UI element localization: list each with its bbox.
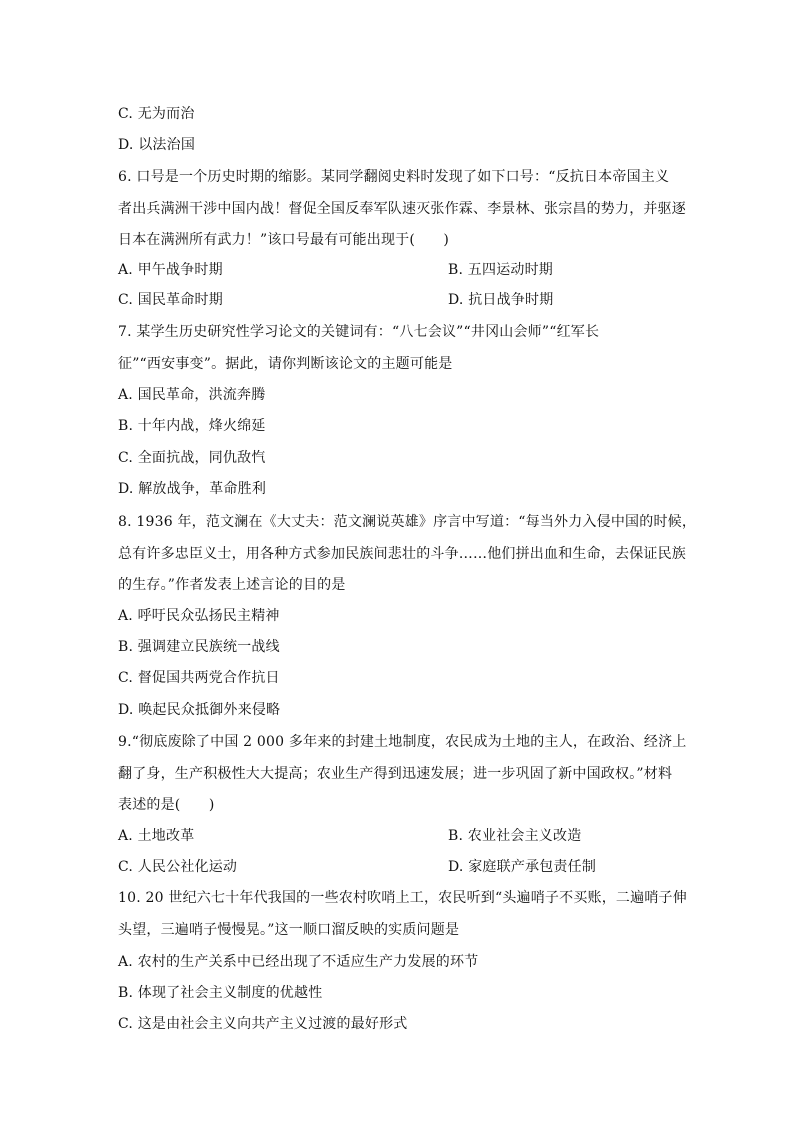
q6-option-c: C. 国民革命时期 [118, 292, 223, 308]
q6-option-b: B. 五四运动时期 [448, 262, 553, 278]
q10-stem-line-2: 头望，三遍哨子慢慢晃。”这一顺口溜反映的实质问题是 [118, 922, 460, 938]
q7-option-d: D. 解放战争，革命胜利 [118, 481, 267, 497]
q6-stem-line-2: 者出兵满洲干涉中国内战！督促全国反奉军队速灭张作霖、李景林、张宗昌的势力，并驱逐 [118, 201, 686, 217]
q8-option-a: A. 呼吁民众弘扬民主精神 [118, 608, 280, 624]
q8-option-c: C. 督促国共两党合作抗日 [118, 670, 280, 686]
q10-option-c: C. 这是由社会主义向共产主义过渡的最好形式 [118, 1016, 408, 1032]
q9-option-a: A. 土地改革 [118, 828, 195, 844]
q6-option-a: A. 甲午战争时期 [118, 262, 223, 278]
q8-option-b: B. 强调建立民族统一战线 [118, 639, 280, 655]
q7-option-b: B. 十年内战，烽火绵延 [118, 418, 266, 434]
q5-option-c: C. 无为而治 [118, 106, 195, 122]
q9-stem-line-2: 翻了身，生产积极性大大提高；农业生产得到迅速发展；进一步巩固了新中国政权。”材料 [118, 766, 673, 782]
q8-stem-line-1: 8. 1936 年，范文澜在《大丈夫：范文澜说英雄》序言中写道：“每当外力入侵中国的时候， [118, 514, 697, 530]
q9-option-c: C. 人民公社化运动 [118, 859, 238, 875]
q6-stem-line-1: 6. 口号是一个历史时期的缩影。某同学翻阅史料时发现了如下口号：“反抗日本帝国主义 [118, 169, 670, 185]
q8-option-d: D. 唤起民众抵御外来侵略 [118, 702, 281, 718]
q7-option-c: C. 全面抗战，同仇敌忾 [118, 450, 266, 466]
q6-stem-line-3: 日本在满洲所有武力！”该口号最有可能出现于( ) [118, 232, 450, 248]
q10-option-a: A. 农村的生产关系中已经出现了不适应生产力发展的环节 [118, 954, 479, 970]
q7-stem-line-2: 征”“西安事变”。据此，请你判断该论文的主题可能是 [118, 356, 453, 372]
q5-option-d: D. 以法治国 [118, 137, 196, 153]
q9-option-b: B. 农业社会主义改造 [448, 828, 582, 844]
q9-stem-line-3: 表述的是( ) [118, 797, 215, 813]
q10-stem-line-1: 10. 20 世纪六七十年代我国的一些农村吹哨上工，农民听到“头遍哨子不买账，二遍哨子伸 [118, 890, 687, 906]
q9-stem-line-1: 9.“彻底废除了中国 2 000 多年来的封建土地制度，农民成为土地的主人，在政治、经济上 [118, 734, 687, 750]
q6-option-d: D. 抗日战争时期 [448, 292, 554, 308]
q7-stem-line-1: 7. 某学生历史研究性学习论文的关键词有：“八七会议”“井冈山会师”“红军长 [118, 324, 600, 340]
q7-option-a: A. 国民革命，洪流奔腾 [118, 387, 266, 403]
q9-option-d: D. 家庭联产承包责任制 [448, 859, 597, 875]
q10-option-b: B. 体现了社会主义制度的优越性 [118, 985, 323, 1001]
q8-stem-line-3: 的生存。”作者发表上述言论的目的是 [118, 577, 346, 593]
q8-stem-line-2: 总有许多忠臣义士，用各种方式参加民族间悲壮的斗争……他们拼出血和生命，去保证民族 [118, 546, 686, 562]
